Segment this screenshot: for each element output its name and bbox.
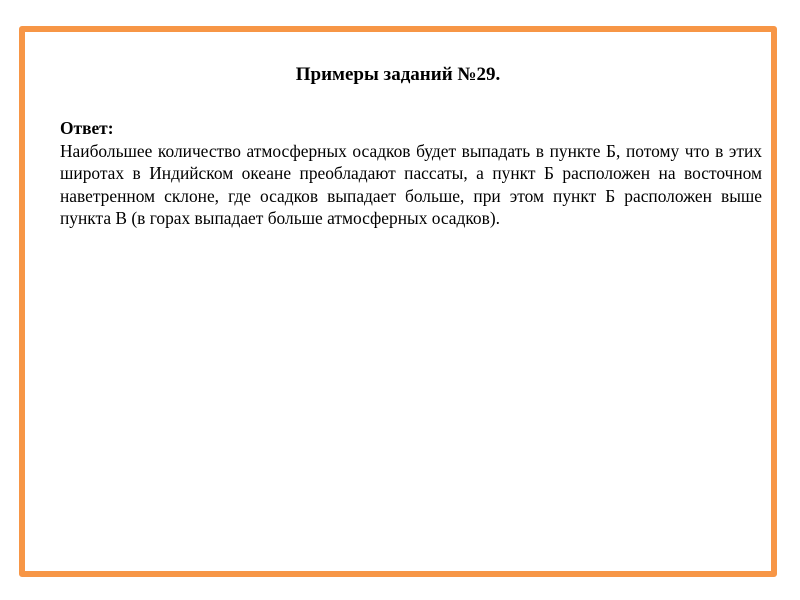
slide-title: Примеры заданий №29. [295, 64, 501, 85]
answer-block [60, 117, 762, 230]
answer-label: Ответ: [60, 118, 114, 138]
slide-frame [19, 26, 777, 577]
answer-text: Наибольшее количество атмосферных осадков будет выпадать в пункте Б, потому что в этих широтах в Индийском океане преобладают пассаты, а пункт Б расположен на восточном наветренном склоне, где осадков выпадает больше, при этом пункт Б расположен выше пункта В (в горах выпадает больше атмосферных осадков). [60, 140, 762, 228]
